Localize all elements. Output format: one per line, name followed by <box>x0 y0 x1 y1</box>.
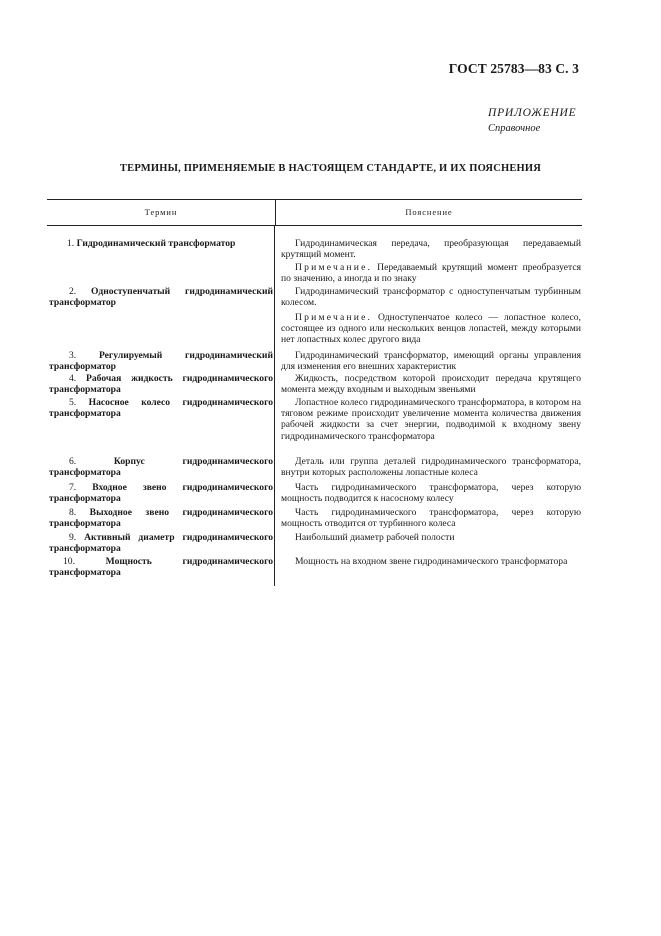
explanation-cell: Часть гидродинамического трансформатора, через которую мощность подводится к насосному колесу <box>281 482 581 505</box>
explanation-cell: Гидродинамическая передача, преобразующая передаваемый крутящий момент. <box>281 238 581 261</box>
term-text: Мощность гидродинамического трансформатора <box>49 556 273 579</box>
term-text: Одноступенчатый гидродинамический трансформатор <box>49 286 273 309</box>
term-number: 4. <box>69 373 77 384</box>
term-number: 5. <box>69 397 77 408</box>
term-cell <box>49 482 273 504</box>
term-text: Активный диаметр гидродинамического трансформатора <box>49 532 273 555</box>
term-cell <box>49 238 273 249</box>
term-cell <box>49 286 273 308</box>
term-cell <box>49 350 273 372</box>
term-text: Корпус гидродинамического трансформатора <box>49 456 273 479</box>
term-number: 7. <box>69 482 77 493</box>
table-body <box>47 226 582 586</box>
appendix-label <box>488 106 576 136</box>
term-cell <box>49 532 273 554</box>
explanation-cell: Гидродинамический трансформатор, имеющий органы управления для изменения его внешних характеристик <box>281 350 581 373</box>
term-number: 6. <box>69 456 77 467</box>
column-header-term: Термин <box>47 200 276 225</box>
terms-table <box>47 199 582 586</box>
appendix-subtitle: Справочное <box>488 123 541 134</box>
explanation-cell: Жидкость, посредством которой происходит передача крутящего момента между входным и выходным звеньями <box>281 373 581 396</box>
page-header-gost: ГОСТ 25783—83 С. 3 <box>448 61 579 76</box>
note-label: Примечание. <box>295 312 373 323</box>
term-text: Входное звено гидродинамического трансформатора <box>49 482 273 505</box>
note-cell <box>281 312 581 346</box>
column-header-explanation: Пояснение <box>405 207 453 217</box>
note-text: Передаваемый крутящий момент преобразуется по значению, а иногда и по знаку <box>281 262 581 285</box>
term-text: Выходное звено гидродинамического трансформатора <box>49 507 273 530</box>
note-label: Примечание. <box>295 262 373 273</box>
term-cell <box>49 507 273 529</box>
term-number: 2. <box>69 286 77 297</box>
explanation-cell: Лопастное колесо гидродинамического трансформатора, в котором на тяговом режиме происходит увеличение момента количества движения рабочей жидкости за счет энергии, подводимой к входному звену гидродинамического трансформатора <box>281 397 581 442</box>
explanation-cell: Часть гидродинамического трансформатора, через которую мощность отводится от турбинного колеса <box>281 507 581 530</box>
explanation-cell: Деталь или группа деталей гидродинамического трансформатора, внутри которых расположены лопастные колеса <box>281 456 581 479</box>
term-text: Гидродинамический трансформатор <box>76 238 236 249</box>
term-text: Регулируемый гидродинамический трансформатор <box>49 350 273 373</box>
explanation-cell: Мощность на входном звене гидродинамического трансформатора <box>295 556 568 567</box>
term-number: 8. <box>69 507 77 518</box>
term-cell <box>49 456 273 478</box>
explanation-cell: Наибольший диаметр рабочей полости <box>295 532 455 543</box>
table-header <box>47 199 582 226</box>
term-text: Рабочая жидкость гидродинамического трансформатора <box>49 373 273 396</box>
note-cell <box>281 262 581 284</box>
term-cell <box>49 556 273 578</box>
explanation-cell: Гидродинамический трансформатор с одноступенчатым турбинным колесом. <box>281 286 581 309</box>
term-cell <box>49 373 273 395</box>
term-number: 3. <box>69 350 77 361</box>
document-title: ТЕРМИНЫ, ПРИМЕНЯЕМЫЕ В НАСТОЯЩЕМ СТАНДАРТЕ, И ИХ ПОЯСНЕНИЯ <box>119 163 542 174</box>
term-number: 9. <box>69 532 77 543</box>
term-text: Насосное колесо гидродинамического трансформатора <box>49 397 273 420</box>
appendix-title: ПРИЛОЖЕНИЕ <box>488 107 577 119</box>
term-number: 1. <box>67 238 75 249</box>
note-text: Одноступенчатое колесо — лопастное колесо, состоящее из одного или нескольких венцов лопастей, между которыми нет лопастных колес другого вида <box>281 312 581 346</box>
term-number: 10. <box>63 556 75 567</box>
term-cell <box>49 397 273 419</box>
